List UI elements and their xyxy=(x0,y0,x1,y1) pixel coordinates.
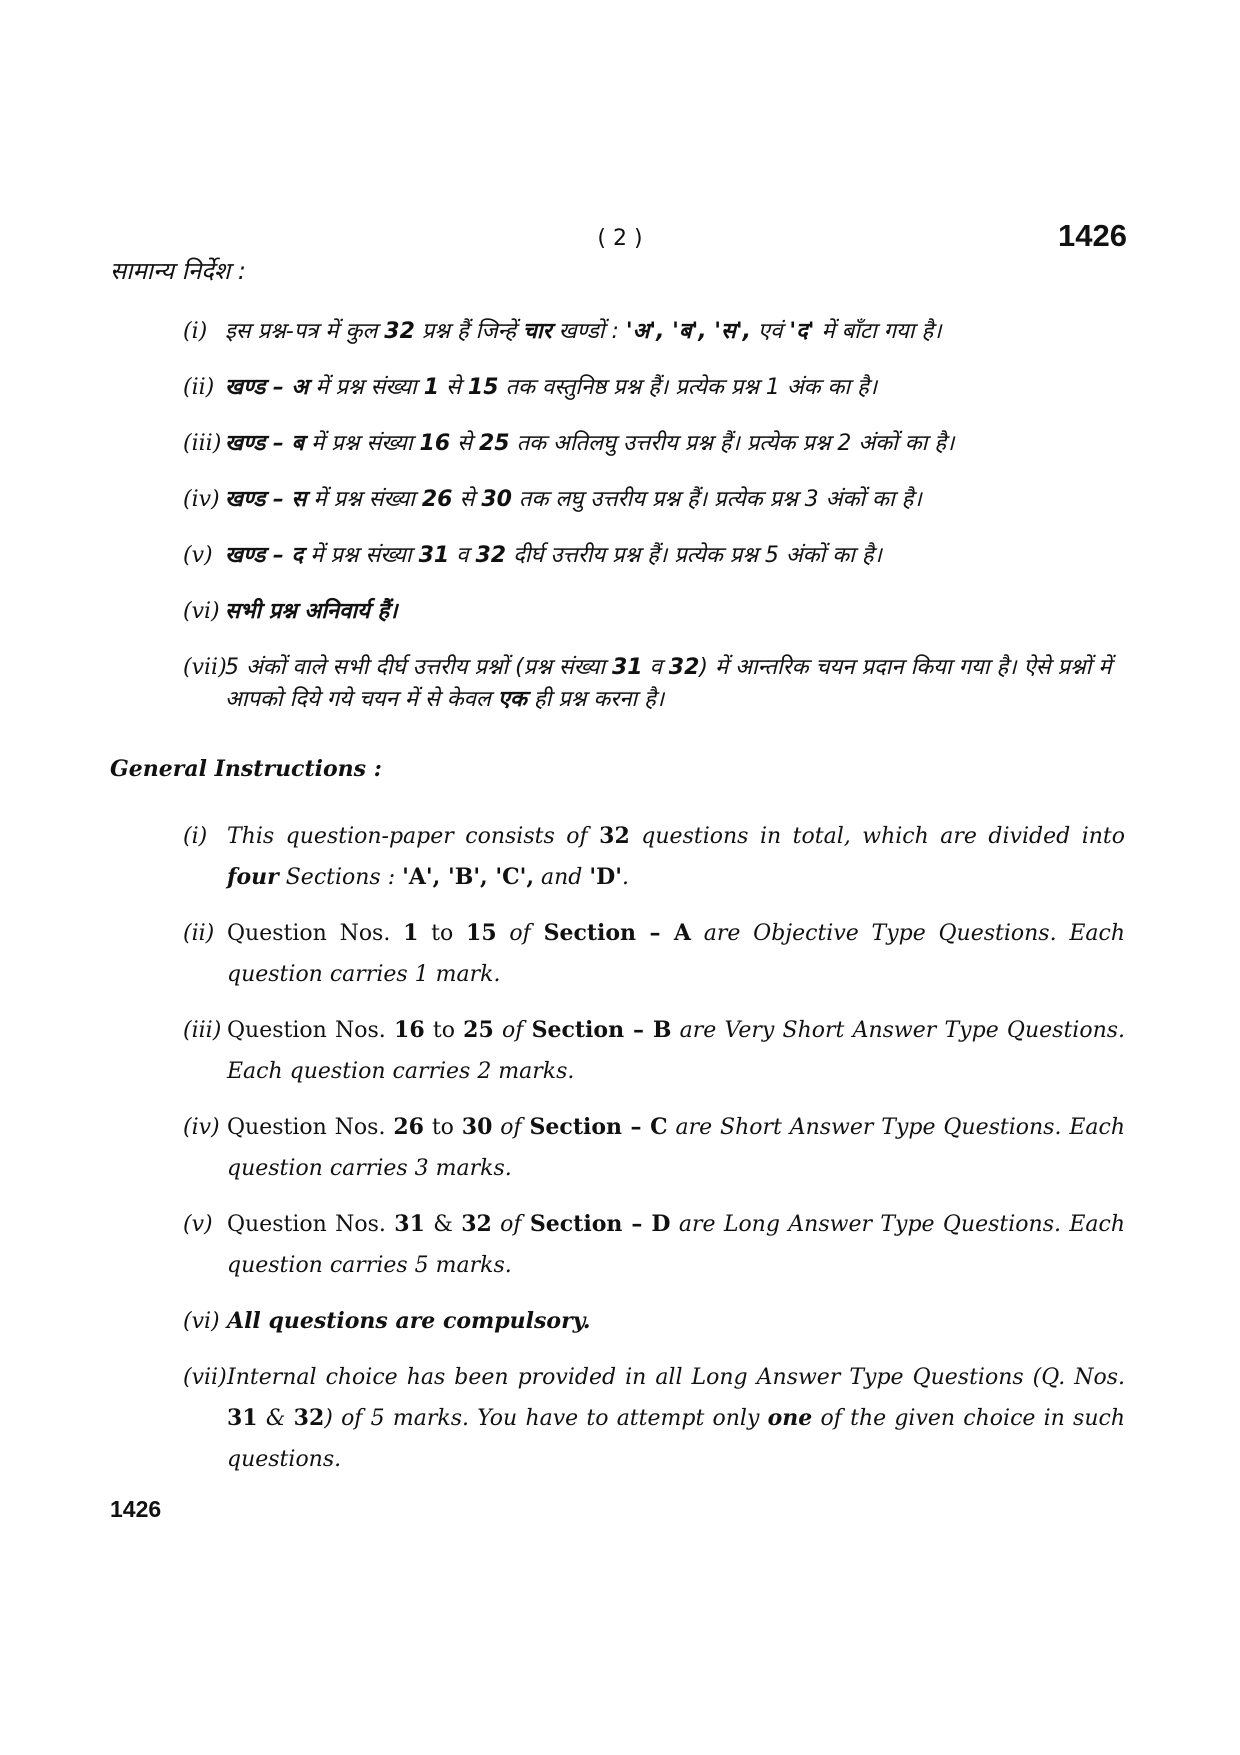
item-number: (ii) xyxy=(183,921,215,946)
english-instruction-5: (v) Question Nos. 31 & 32 of Section – D are Long Answer Type Questions. Each question carries 5 marks. xyxy=(183,1204,1125,1286)
item-number: (vii) xyxy=(183,655,227,680)
english-instruction-7: (vii) Internal choice has been provided in all Long Answer Type Questions (Q. Nos. 31 & 32) of 5 marks. You have to attempt only one of the given choice in such questions. xyxy=(183,1357,1125,1480)
item-number: (vii) xyxy=(183,1365,227,1390)
item-number: (v) xyxy=(183,543,213,568)
item-number: (iii) xyxy=(183,431,222,456)
hindi-instruction-2: (ii) खण्ड – अ में प्रश्न संख्या 1 से 15 तक वस्तुनिष्ठ प्रश्न हैं। प्रत्येक प्रश्न 1 अंक का है। xyxy=(183,372,1133,404)
english-instruction-list xyxy=(183,816,1125,1495)
hindi-instruction-1: (i) इस प्रश्न-पत्र में कुल 32 प्रश्न हैं जिन्हें चार खण्डों : 'अ', 'ब', 'स', एवं 'द' में बाँटा गया है। xyxy=(183,316,1133,348)
item-number: (v) xyxy=(183,1212,213,1237)
hindi-instruction-7: (vii) 5 अंकों वाले सभी दीर्घ उत्तरीय प्रश्नों (प्रश्न संख्या 31 व 32) में आन्तरिक चयन प्रदान किया गया है। ऐसे प्रश्नों में आपको दिये गये चयन में से केवल एक ही प्रश्न करना है। xyxy=(183,652,1133,716)
item-number: (i) xyxy=(183,319,208,344)
english-instruction-2: (ii) Question Nos. 1 to 15 of Section – A are Objective Type Questions. Each question carries 1 mark. xyxy=(183,913,1125,995)
item-number: (vi) xyxy=(183,1309,220,1334)
item-number: (ii) xyxy=(183,375,215,400)
paper-code-bottom: 1426 xyxy=(110,1496,162,1522)
english-instruction-4: (iv) Question Nos. 26 to 30 of Section – C are Short Answer Type Questions. Each question carries 3 marks. xyxy=(183,1107,1125,1189)
item-number: (iv) xyxy=(183,1115,220,1140)
hindi-instructions-heading: सामान्य निर्देश : xyxy=(110,257,246,285)
english-instruction-1: (i) This question-paper consists of 32 questions in total, which are divided into four Sections : 'A', 'B', 'C', and 'D'. xyxy=(183,816,1125,898)
hindi-instruction-3: (iii) खण्ड – ब में प्रश्न संख्या 16 से 25 तक अतिलघु उत्तरीय प्रश्न हैं। प्रत्येक प्रश्न 2 अंकों का है। xyxy=(183,428,1133,460)
item-number: (vi) xyxy=(183,599,220,624)
paper-code-top: 1426 xyxy=(1058,218,1127,253)
hindi-instruction-5: (v) खण्ड – द में प्रश्न संख्या 31 व 32 दीर्घ उत्तरीय प्रश्न हैं। प्रत्येक प्रश्न 5 अंकों का है। xyxy=(183,540,1133,572)
english-instruction-3: (iii) Question Nos. 16 to 25 of Section – B are Very Short Answer Type Questions. Each question carries 2 marks. xyxy=(183,1010,1125,1092)
hindi-instruction-4: (iv) खण्ड – स में प्रश्न संख्या 26 से 30 तक लघु उत्तरीय प्रश्न हैं। प्रत्येक प्रश्न 3 अंकों का है। xyxy=(183,484,1133,516)
item-number: (iv) xyxy=(183,487,220,512)
hindi-instruction-list xyxy=(183,316,1133,740)
hindi-instruction-6: (vi) सभी प्रश्न अनिवार्य हैं। xyxy=(183,596,1133,628)
english-instructions-heading: General Instructions : xyxy=(110,756,382,782)
item-number: (iii) xyxy=(183,1018,222,1043)
page-number: ( 2 ) xyxy=(597,226,643,251)
english-instruction-6: (vi) All questions are compulsory. xyxy=(183,1301,1125,1342)
item-number: (i) xyxy=(183,824,208,849)
